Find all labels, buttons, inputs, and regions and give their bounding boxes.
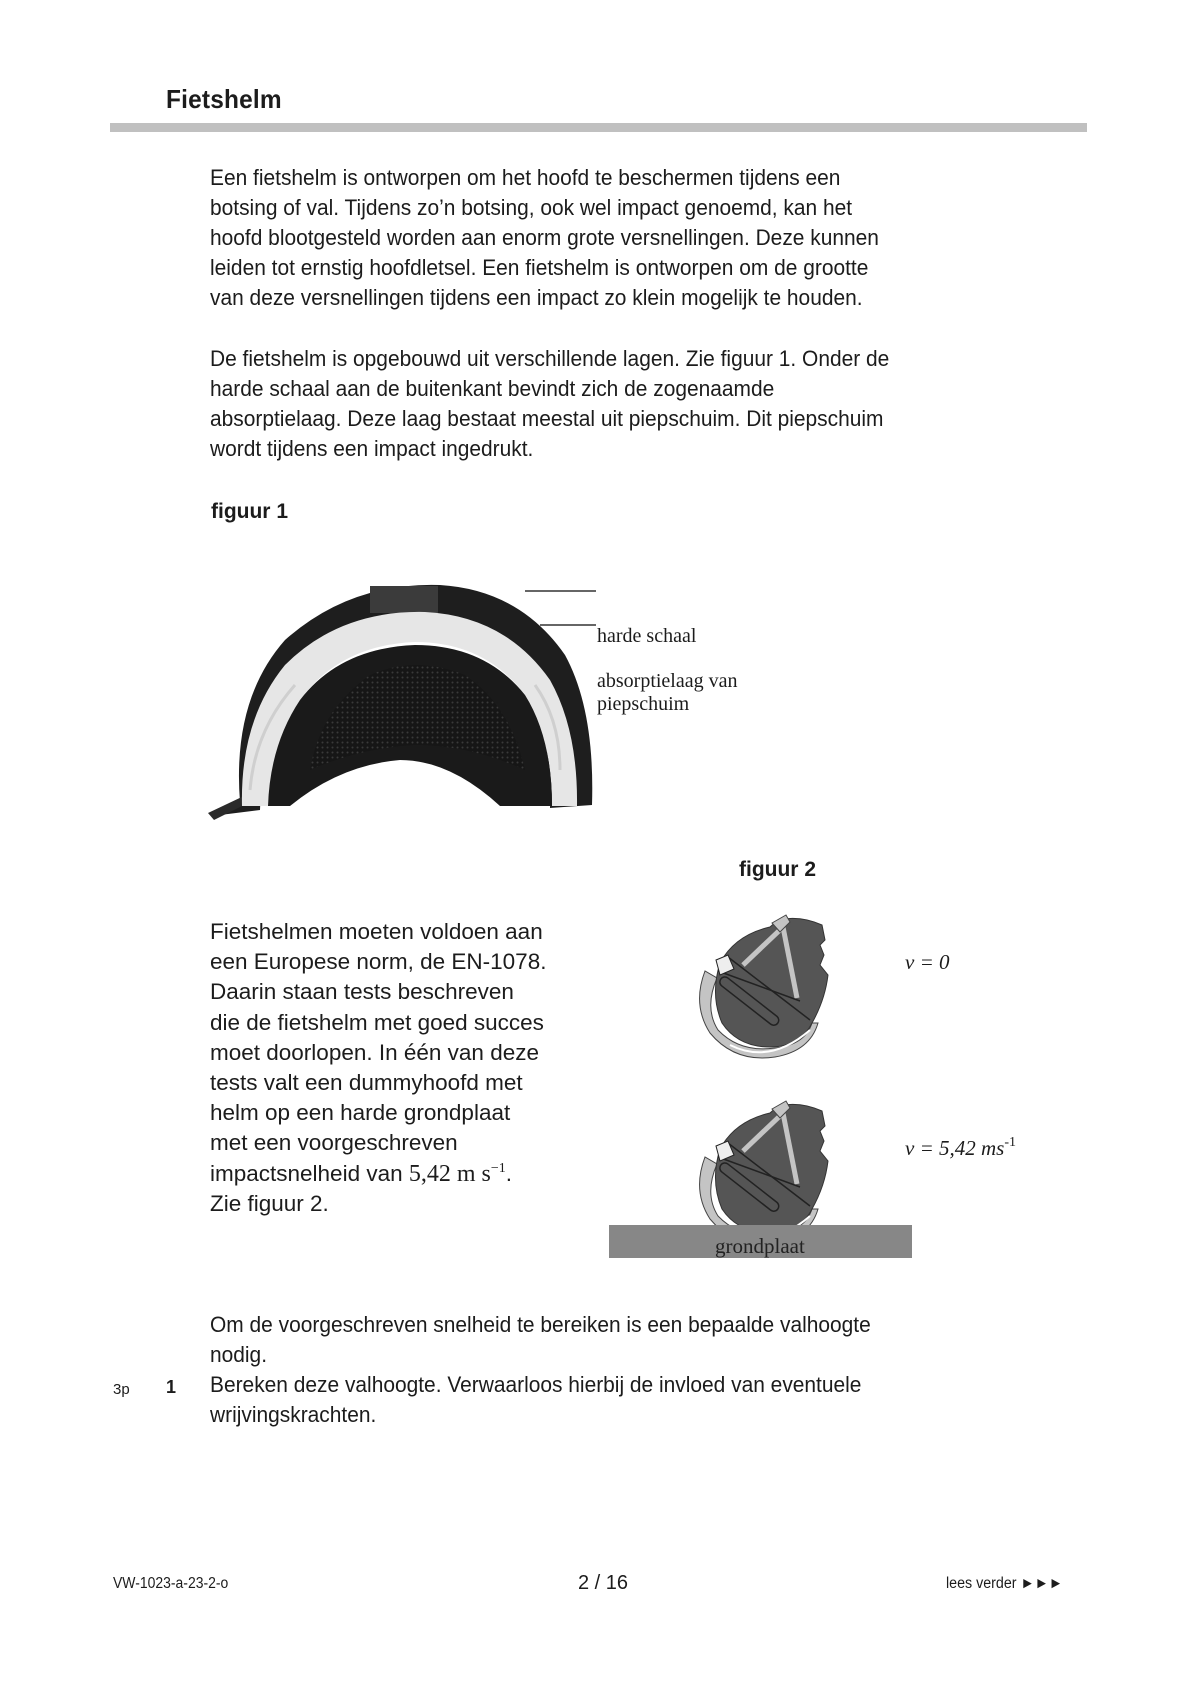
- text-line: wordt tijdens een impact ingedrukt.: [210, 436, 534, 461]
- speed-suffix: .: [505, 1160, 513, 1186]
- title-rule: [110, 123, 1087, 132]
- velocity-impact-value: v = 5,42 ms: [905, 1136, 1005, 1160]
- exam-code: VW-1023-a-23-2-o: [113, 1575, 229, 1592]
- velocity-rest-label: [905, 951, 950, 973]
- text-line: nodig.: [210, 1342, 268, 1367]
- velocity-impact-exponent: -1: [1004, 1135, 1017, 1150]
- text-line: met een voorgeschreven: [210, 1130, 458, 1156]
- text-line: leiden tot ernstig hoofdletsel. Een fietshelm is ontworpen om de grootte: [210, 255, 869, 280]
- text-line: Zie figuur 2.: [210, 1190, 329, 1216]
- question-points: 3p: [113, 1381, 130, 1398]
- text-line: Bereken deze valhoogte. Verwaarloos hierbij de invloed van eventuele: [210, 1372, 862, 1397]
- speed-exponent: −1: [490, 1160, 506, 1176]
- figure-1-label: figuur 1: [211, 500, 288, 523]
- ground-plate-label: grondplaat: [715, 1234, 805, 1258]
- norm-paragraph: [210, 917, 590, 1219]
- text-line: Daarin staan tests beschreven: [210, 979, 514, 1005]
- velocity-impact-label: [905, 1137, 1016, 1159]
- text-line: Om de voorgeschreven snelheid te bereiken is een bepaalde valhoogte: [210, 1312, 871, 1337]
- dummy-head-at-rest: [700, 915, 828, 1058]
- question-context: [210, 1310, 1028, 1370]
- text-line: Een fietshelm is ontworpen om het hoofd te beschermen tijdens een: [210, 165, 841, 190]
- dummy-head-at-impact: [700, 1101, 828, 1244]
- text-line: een Europese norm, de EN-1078.: [210, 949, 547, 975]
- text-line: absorptielaag. Deze laag bestaat meestal uit piepschuim. Dit piepschuim: [210, 406, 884, 431]
- intro-paragraph: [210, 163, 1028, 313]
- foam-annotation-line2: piepschuim: [597, 693, 690, 715]
- helmet-cross-section-figure: [200, 570, 620, 820]
- drop-test-figure: [600, 905, 930, 1265]
- page-number: 2 / 16: [578, 1572, 629, 1594]
- text-line: botsing of val. Tijdens zo’n botsing, ook wel impact genoemd, kan het: [210, 195, 853, 220]
- text-line: hoofd blootgesteld worden aan enorm grote versnellingen. Deze kunnen: [210, 225, 879, 250]
- continue-indicator: lees verder ►►►: [946, 1575, 1063, 1592]
- speed-prefix: impactsnelheid van: [210, 1160, 409, 1186]
- text-line: tests valt een dummyhoofd met: [210, 1070, 523, 1096]
- page-title: Fietshelm: [166, 84, 282, 114]
- text-line: die de fietshelm met goed succes: [210, 1009, 544, 1035]
- question-number: 1: [166, 1377, 177, 1397]
- text-line: De fietshelm is opgebouwd uit verschillende lagen. Zie figuur 1. Onder de: [210, 346, 890, 371]
- velocity-rest-value: v = 0: [905, 950, 950, 974]
- layers-paragraph: [210, 344, 1028, 464]
- foam-annotation-line1: absorptielaag van: [597, 670, 738, 692]
- text-line: Fietshelmen moeten voldoen aan: [210, 919, 543, 944]
- figure-2-label: figuur 2: [739, 858, 816, 881]
- text-line: wrijvingskrachten.: [210, 1402, 377, 1427]
- speed-value: 5,42 m s: [408, 1160, 491, 1187]
- text-line: harde schaal aan de buitenkant bevindt zich de zogenaamde: [210, 376, 775, 401]
- impact-speed-line: [210, 1159, 590, 1189]
- text-line: van deze versnellingen tijdens een impact zo klein mogelijk te houden.: [210, 285, 863, 310]
- shell-annotation: harde schaal: [597, 625, 697, 647]
- text-line: moet doorlopen. In één van deze: [210, 1039, 539, 1065]
- text-line: helm op een harde grondplaat: [210, 1100, 511, 1126]
- question-text: [210, 1370, 1028, 1430]
